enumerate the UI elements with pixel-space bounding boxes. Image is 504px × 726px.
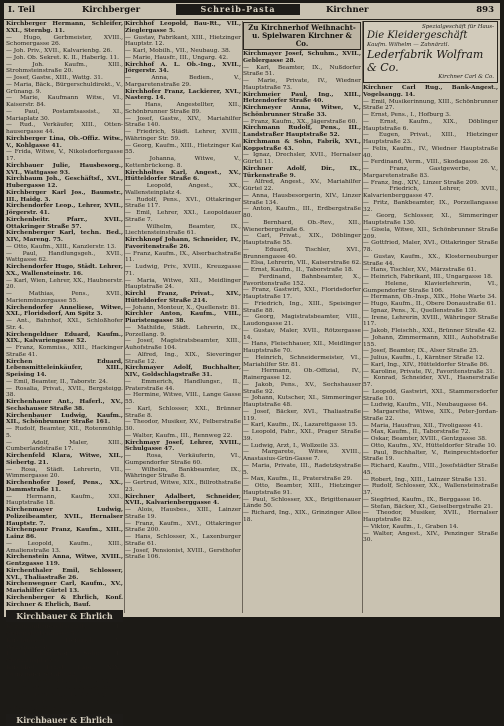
directory-entry: — Frida, Witwe, V., Nikolsdorfergasse 17.	[6, 149, 123, 162]
directory-entry: — Wilhelm, Beamter, IX., Liechtensteinstraße 61.	[125, 223, 241, 237]
directory-entry: Kirchenberger & Ehrlich, Konf. Kirchner & Ehrlich, Bauf.	[6, 593, 123, 608]
directory-entry: — Leopold, Fabr., XXI., Prager Straße 39.	[243, 429, 361, 442]
directory-entry: Kirchl Franz, Privat., XIV., Hütteldorfer Straße 214.	[125, 290, 241, 304]
directory-entry: — Paul, Schlosser, XX., Brigittenauer Lände 50.	[243, 496, 361, 510]
directory-entry: — Walter, Angest., XIV., Penzinger Straße 30.	[363, 530, 498, 544]
header-keyword-left: Kirchberger	[82, 5, 141, 15]
directory-entry: — Karl, Schlosser, XXI., Brünner Straße 8.	[125, 405, 241, 419]
directory-entry: Kirchmann Rudolf, Pens., III., Landstraßer Hauptstraße 52.	[243, 124, 361, 138]
directory-entry: — Oskar, Beamter, XVIII., Gentzgasse 38.	[363, 436, 487, 442]
directory-entry: — Ernst, Kaufm., XIX., Döblinger Hauptstraße 6.	[363, 118, 498, 132]
page-header	[4, 3, 500, 20]
directory-entry: — Alfred, Ing., XIX., Sieveringer Straße 12.	[125, 351, 241, 365]
directory-entry: — Josef, Gastw., XIII., Wattg. 31.	[6, 75, 103, 81]
entry-list	[125, 21, 241, 561]
directory-entry: Kirchholtes Karl, Angest., XV., Hütteldorfer Straße 6.	[125, 168, 241, 183]
advertisement-banner: Kirchbauer & Ehrlich	[6, 610, 123, 622]
entry-list	[6, 21, 123, 608]
directory-entry: — Heinrich, Fabrikant, III., Ungargasse 18.	[363, 274, 493, 280]
directory-entry: — Friedrich, Städt. Lehrer, XVIII., Währinger Str. 59.	[125, 129, 241, 142]
directory-entry: — Hans, Angestellter, XII., Schönbrunner Straße 89.	[125, 102, 241, 115]
entry-list	[243, 51, 361, 524]
directory-entry: Kirchenmayer Ludwig, Polizeibeamter, XVII., Hernalser Hauptstr. 7.	[6, 506, 123, 527]
directory-entry: Kirchenfeld Klara, Witwe, XII., Siebertg. 21.	[6, 452, 123, 466]
directory-entry: — Irene, Lehrerin, XVIII., Währinger Straße 117.	[363, 314, 498, 328]
directory-entry: — Otto, Kaufm., XV., Hütteldorfer Straße 10.	[363, 442, 497, 449]
directory-entry: — Emil, Lehrer, XXI., Leopoldauer Straße 7.	[125, 210, 241, 223]
directory-entry: — Johann, Magazineur, IX., Porzellangasse 24.	[6, 698, 123, 712]
directory-entry: — Rud., Verkäufer, XIII., Otten-hausergasse 44.	[6, 122, 123, 135]
directory-entry: — Maria, Bäck., Bürgerschuldirekt., V., Grünang. 9.	[6, 81, 123, 95]
directory-entry: — Ferdinand, Bahnbeamter, X., Favoritenstraße 152.	[243, 273, 361, 287]
directory-entry: — Karl, Beamter, IX., Nußdorfer Straße 51.	[243, 64, 361, 78]
directory-entry: — Ludwig, Arzt, I., Wollzeile 33.	[243, 442, 339, 449]
directory-entry: — Maria, Private, III., Radetzkystraße 5.	[243, 462, 361, 476]
directory-entry: — Gottfried, Maler, XVI., Ottakringer Straße 78.	[363, 240, 498, 253]
directory-entry: — Paul, Buchhalter, V., Reinprechtsdorfer Straße 19.	[363, 449, 498, 463]
directory-entry: — Marie, Kaufmann Witw., VI., Kaiserstr. 84.	[6, 95, 123, 108]
directory-column-2	[125, 21, 241, 613]
ad-line: Lederfabrik Wolfram & Co.	[367, 48, 484, 74]
directory-entry: Kirchgasser Heinrich, V., Wehrgasse 8.	[6, 636, 123, 651]
directory-entry: — Joh. Kaufm., XIII., Strohmsteinstraße 20.	[6, 61, 123, 75]
directory-entry: Kirchendorfer Anneliese, Witwe, XXI., Floridsdorf, Am Spitz 3.	[6, 303, 123, 318]
directory-entry: — Joh. Priv., XVII., Kalvarienbg. 26.	[6, 48, 113, 54]
directory-entry: — Max, Kaufm., II., Praterstraße 29.	[243, 476, 353, 483]
directory-entry: — Franz, Kaufm., IX., Alserbachstraße 11.	[125, 250, 241, 264]
directory-entry: — Anna, Bedien., V., Margaretenstraße 29.	[125, 75, 241, 88]
directory-entry: — Gustav, Maler, XVII., Rötzergasse 14.	[243, 327, 361, 341]
directory-entry: Kirchenberger Karl, techn. Bed., XIV., Mareng. 75.	[6, 229, 123, 243]
directory-entry: — Johann, Zimmermann, XIII., Auhofstraße 155.	[363, 334, 498, 348]
directory-entry: — Fritz, Bankbeamter, IX., Porzellangasse 32.	[363, 199, 498, 213]
directory-entry: — Alois, Hausbes., XIII., Lainzer Straße 19.	[125, 507, 241, 520]
directory-entry: — Bernhard, Ob.-Rev., XII., Wienerbergstraße 6.	[243, 219, 361, 233]
directory-entry: — Viktor, Kaufm., I., Graben 14.	[363, 523, 459, 530]
directory-entry: — Rosa, Städt. Lehrerin, VII., Wimmergasse 20.	[6, 466, 123, 480]
directory-entry: — Mathilde, Städt. Lehrerin, IX., Porzellang. 9.	[125, 324, 241, 338]
directory-entry: — Josef, Magistratsbeamter, XIII., Auhofstraße 104.	[125, 338, 241, 351]
directory-entry: — Ant., Bahnhof, XXI., Schloßhofer Str. 4.	[6, 318, 123, 331]
directory-entry: — Ferdinand, Verm., VIII., Skodagasse 26.	[363, 159, 490, 166]
directory-entry: Kirchhof A. L. Ob.-Ing., XVII., Jörgerstr. 34.	[125, 60, 241, 75]
directory-entry: — Walter, Kaufm., III., Rennweg 22.	[125, 432, 233, 439]
directory-entry: — Helene, Klavierlehrerin, VI., Gumpendorfer Straße 106.	[363, 280, 498, 294]
directory-entry: Kirchenbauer Ludwig, Kaufm., XII., Schönbrunner Straße 161.	[6, 411, 123, 426]
directory-entry: — Gustav, Kaufm., XX., Klosterneuburger Straße 44.	[363, 253, 498, 267]
directory-entry: — Karl, Kaufm., IX., Lazarettgasse 15.	[243, 422, 358, 429]
directory-entry: — Emil, Musikerinnung, XIII., Schönbrunner Straße 27.	[363, 98, 498, 112]
directory-entry: — Leopold, Kaufm., XIII., Amalienstraße 13.	[6, 540, 123, 554]
directory-entry: — Joh. Ob. Sekret. K. II., Haberlg. 11.	[6, 54, 119, 61]
directory-entry: — Josef, Bäcker, XVI., Thaliastraße 119.	[243, 408, 361, 422]
directory-entry: — Carl, Privat., XIX., Döblinger Hauptstraße 55.	[243, 233, 361, 246]
directory-entry: — Josef, Gastw., XIV., Mariahilfer Straße 140.	[125, 115, 241, 129]
directory-entry: — Ignaz, Drechsler, XVII., Hernalser Gürtel 11.	[243, 152, 361, 165]
directory-entry: — Ludwig, Kaufm., VII., Neubaugasse 64.	[363, 402, 488, 409]
directory-entry: — Eduard, Tischler, XVI., Brunnengasse 40.	[243, 246, 361, 260]
directory-entry: Kirchenstein Anna, Witwe, XVIII., Gentzgasse 119.	[6, 553, 123, 567]
directory-entry: — Richard, Kaufm., VIII., Josefstädter Straße 45.	[363, 463, 498, 476]
directory-entry: — Wilhelm, Bankbeamter, IX., Währinger Straße 8.	[125, 466, 241, 480]
directory-entry: Kirchner Carl Rug., Bank-Angest., Vogelsangg. 14.	[363, 84, 498, 98]
directory-entry: — Gisela, Witwe, XII., Schönbrunner Straße 209.	[363, 226, 498, 240]
directory-entry: — Franz, Gastgewerbe, V., Margaretenstraße 83.	[363, 166, 498, 179]
directory-entry: Kirchmayr Josef, Lehrer, XVIII., Schulgasse 47.	[125, 438, 241, 453]
ad-line: Spezialgeschäft für Haus-	[422, 24, 494, 30]
directory-entry: — Johann, Monteur, X., Quellenstr. 81.	[125, 304, 240, 311]
directory-entry: Kirchendorfer Hugo, Städt. Lehrer, XX., Wallensteinstr. 16.	[6, 263, 123, 277]
directory-entry: Kirchbaum Joh., Geschäftsf., XVI., Hubergasse 12.	[6, 175, 123, 189]
directory-entry: — Karl, Mobilh., VII., Neubaug. 38.	[125, 48, 231, 54]
ad-line: Kaufm. Wilhelm — Zahnärztl.	[367, 42, 450, 48]
directory-entry: — Theodor, Musiker, XV., Felberstraße 30.	[125, 419, 241, 432]
directory-entry: — Franz, Kommiss., XIII., Hackinger Straße 41.	[6, 345, 123, 358]
directory-entry: — Robert, Ing., XIII., Lainzer Straße 131.	[363, 476, 487, 483]
directory-entry: — Julius, Kaufm., I., Kärntner Straße 12.	[363, 355, 485, 361]
advertisement-box	[363, 21, 498, 83]
directory-entry: — Max, Kaufm., II., Taborstraße 72.	[363, 429, 471, 436]
directory-entry: — Otto, Beamter, XIII., Hietzinger Hauptstraße 91.	[243, 483, 361, 496]
directory-entry: — Heinrich, Schneidermeister, VI., Mariahilfer Str. 81.	[243, 354, 361, 368]
directory-entry: — Leopold, Gastwirt, XXI., Stammersdorfer Straße 10.	[363, 388, 498, 402]
ad-line: Kirchner Carl & Co.	[438, 74, 494, 80]
directory-entry: Kirchendorfer Leop., Lehrer, XVII., Jörgerstr. 41.	[6, 202, 123, 216]
directory-entry: — Paul, Postamtsassist., XI., Mariaplatz 30.	[6, 108, 123, 122]
directory-entry: — Rosa, Verkäuferin, VI., Gumpendorfer Straße 60.	[125, 453, 241, 466]
directory-entry: — Karoline, Private, IV., Favoritenstraße 31.	[363, 368, 495, 375]
directory-entry: — Jakob, Fleischh., XXI., Brünner Straße 42.	[363, 328, 497, 334]
directory-entry: — Elsa, Lehrerin, VII., Kaiserstraße 62.	[243, 260, 361, 267]
directory-entry: — Emmerich, Handlungsr., II., Praterstraße 44.	[125, 378, 241, 392]
ad-line: Die Kleidergeschäft	[367, 30, 468, 41]
directory-entry: — Rudolf, Pens., XVI., Ottakringer Straße 117.	[125, 196, 241, 210]
directory-entry: — Josef, Maler, II., Schiffamtsgasse 19.	[6, 685, 123, 691]
directory-entry: — Ludwig, Priv., XVIII., Kreuzgasse 71.	[125, 264, 241, 277]
directory-entry: — Franz, Ing., XIV., Linzer Straße 209.	[363, 179, 479, 186]
directory-entry: — Konrad, Schneider, XVI., Hasnerstraße 57.	[363, 375, 498, 388]
directory-entry: Kirchenwegner Carl, Kaufm., XV., Mariahilfer Gürtel 13.	[6, 580, 123, 594]
entry-list	[363, 85, 498, 544]
directory-entry: — Eugen, Privat., XIII., Hietzinger Hauptstraße 23.	[363, 132, 498, 145]
directory-entry: Kirchhofer Franz, Lackierer, XVI., Nasterg. 14.	[125, 87, 241, 102]
directory-entry: — Hans, Tischler, XV., Märzstraße 61.	[363, 267, 477, 274]
page-number: 893	[476, 5, 494, 15]
directory-entry: E. F. Kirchhof's Söhne, I., Stephansplatz 6.	[6, 650, 123, 664]
directory-entry: — Siegfried, Kaufm., IX., Berggasse 16.	[363, 496, 482, 503]
directory-entry: — Marie, Private, IV., Wiedner Hauptstraße 73.	[243, 78, 361, 91]
directory-entry: — Karl, Ing., XIV., Hütteldorfer Straße 86.	[363, 361, 489, 368]
directory-entry: — Hermann, Kaufm., XXI., Hauptstraße 18.	[6, 493, 123, 507]
directory-entry: Kirchenbeitr. Pfarr., XVII., Ottakringer Straße 57.	[6, 215, 123, 230]
directory-entry: — Georg, Magistratsbeamter, VIII., Laudongasse 21.	[243, 314, 361, 327]
directory-entry: — Ernst, Pens., I., Hofburg 3.	[363, 112, 451, 118]
directory-entry: — Jakob, Pens., XV., Sechshauser Straße 92.	[243, 381, 361, 395]
directory-entry: — Johanna, Witwe, V., Kettenbrückeng. 8.	[125, 156, 241, 169]
directory-entry: — Maria, Witwe, XII., Meidlinger Hauptstraße 24.	[125, 277, 241, 291]
directory-entry: Kirchler Anton, Kaufm., VIII., Piaristengasse 38.	[125, 310, 241, 324]
directory-entry: Kirchberger Hermann, Schleifer, XXI., Sternbg. 11.	[6, 20, 123, 34]
directory-entry: — Hermann, Ob.-Offizial, IV., Rainergasse 12.	[243, 368, 361, 381]
directory-entry: — Gustav, Fabrikant, XIII., Hietzinger Hauptstr. 12.	[125, 34, 241, 48]
directory-column-3	[243, 21, 361, 613]
directory-entry: Kirchknopf Johann, Schneider, IV., Favoritenstraße 26.	[125, 236, 241, 250]
directory-entry: — Josef, Beamter, IX., Alser Straße 25.	[363, 348, 479, 355]
directory-entry: — Marie, Hausfr., III., Ungarg. 42.	[125, 54, 229, 61]
directory-entry: — Mathias, Pens., XVII., Marienmünzergasse 55.	[6, 291, 123, 304]
directory-entry: Kirchhof Ernst, Fabr., XIX., Grinzinger Straße 22.	[6, 663, 123, 678]
directory-entry: — Alfred, Angest., XV., Mariahilfer Gürtel 22.	[243, 179, 361, 192]
directory-entry: — Theodor, Musiker, XVII., Hernalser Hauptstraße 82.	[363, 510, 498, 523]
directory-entry: Kommanditgesellschaft, I., Seitenstettengasse 5.	[6, 623, 123, 637]
directory-column-4	[363, 21, 498, 613]
directory-entry: — Margarethe, Witwe, XIX., Peter-Jordan-Straße 22.	[363, 409, 498, 422]
directory-entry: Kirchner Adolf, Dir., IX., Türkenstraße 9.	[243, 164, 361, 179]
header-keyword-right: Kirchner	[326, 5, 369, 15]
directory-entry: — Franz, Gastwirt, XXI., Floridsdorfer Hauptstraße 17.	[243, 287, 361, 300]
directory-entry: — Otto, Kaufm., XIII., Kanzlerstr. 13.	[6, 243, 117, 250]
directory-column-1	[6, 20, 123, 725]
directory-entry: — Gertrud, Witwe, XIX., Billrothstraße 23.	[125, 480, 241, 493]
directory-entry: — Johann, Kutscher, XI., Simmeringer Hauptstraße 48.	[243, 395, 361, 408]
directory-entry: Kirchner Adalbert, Schneider, XVII., Kalvarienberggasse 4.	[125, 492, 241, 507]
directory-entry: — Maria, Hausfrau, XII., Tivoligasse 41.	[363, 422, 483, 429]
directory-entry: — Adolf, Maler, XIII., Cumberlandstraße 17.	[6, 439, 123, 453]
directory-entry: Kirchenhauer Ant., Haferl., XV., Sechshauser Straße 38.	[6, 398, 123, 412]
header-advertisement-banner: Schreib-Pasta	[176, 4, 300, 15]
directory-entry: — Franz, Kaufm., XX., Jägerstraße 60.	[243, 118, 358, 125]
directory-entry: — Hugo, Gerbmeister, XVIII., Schomergasse 26.	[6, 34, 123, 48]
directory-entry: Kirchenhofer Josef, Pens., XX., Dammstraße 11.	[6, 479, 123, 493]
directory-entry: Kirchenthaler Emil, Schlosser, XVI., Thaliastraße 26.	[6, 566, 123, 581]
directory-entry: — Anton, Kaufm., III., Erdbergstraße 80.	[243, 206, 361, 219]
section-label: I. Teil	[8, 5, 36, 15]
advertisement-box: Zu Kirchnerhof Weihnacht- u. Spielwaren Kirchner & Co.	[243, 22, 361, 50]
directory-entry: — Hans, Fleischhauer, XII., Meidlinger Hauptstraße 70.	[243, 341, 361, 354]
directory-entry: Kirchmayer Josef, Schuhm., XVII., Geblergasse 28.	[243, 50, 361, 64]
directory-entry: — Josef, Ingenieur, XIII., Stadlerg. 7.	[6, 691, 116, 698]
directory-entry: Kirchmeier Paul, Ing., XIII., Hetzendorfer Straße 40.	[243, 90, 361, 105]
directory-entry: — Friedrich, Ing., XIII., Speisinger Straße 88.	[243, 300, 361, 314]
directory-entry: Kirchmeyer Anna, Witwe, V., Schönbrunner Straße 33.	[243, 104, 361, 118]
directory-entry: Kirchberger Lina, Ob.-Offiz. Witw., V., Kohlgasse 41.	[6, 134, 123, 149]
directory-entry: — Franz, Kaufm., XVI., Ottakringer Straße 200.	[125, 520, 241, 534]
directory-entry: Kirchmayer Adolf, Buchhalter, XIV., Goldschlagstraße 31.	[125, 364, 241, 378]
directory-entry: — Hugo, Kaufm., II., Obere Donaustraße 61.	[363, 301, 497, 307]
directory-entry: — Rosalia, Privat., XVII., Bergsteigg. 38.	[6, 385, 123, 399]
directory-entry: — Karl, Wien, Lehrer, XX., Haubnerstr. 20.	[6, 277, 123, 291]
directory-entry: Kirchmann & Sohn, Fabrik, XVI., Koppstraße 43.	[243, 137, 361, 152]
directory-entry: Kirchengeldner Eduard, Kaufm., XIX., Kalvariengasse 52.	[6, 330, 123, 345]
directory-entry: — Ernst, Kaufm., II., Taborstraße 18.	[243, 267, 354, 273]
directory-entry: — Richard, Ing., XIX., Grinzinger Allee 18.	[243, 510, 361, 523]
directory-entry: Kirchbauer Julie, Hausbesorg., XVI., Wattgasse 93.	[6, 161, 123, 176]
directory-entry: Kirchenpaur Franz, Kaufm., XIII., Lainz 86.	[6, 526, 123, 540]
directory-page	[4, 3, 500, 725]
directory-entry: — Hermann, Ob.-Insp., XIX., Hohe Warte 34.	[363, 294, 497, 301]
directory-entry: — Franz, Kaufmann, XIII., Tannerg. 3.	[6, 678, 120, 685]
directory-entry: — Georg, Schlosser, XI., Simmeringer Hauptstraße 130.	[363, 213, 498, 226]
entry-list	[6, 624, 123, 712]
advertisement-banner: Kirchbauer & Ehrlich	[6, 714, 123, 726]
directory-entry: Kirchhof Leopold, Bau-Rt., VII., Zieglergasse 5.	[125, 20, 241, 34]
directory-entry: — Paul, Handlungsgeh., XVII., Wattgasse 62.	[6, 250, 123, 264]
directory-entry: — Hermine, Witwe, VIII., Lange Gasse 55.	[125, 392, 241, 405]
directory-entry: — Emil, Beamter, II., Taborstr. 24.	[6, 378, 108, 385]
directory-entry: — Rudolf, Schlosser, XX., Wallensteinstraße 37.	[363, 483, 498, 496]
directory-entry: — Anna, Hausbesorgerin, XIV., Linzer Straße 134.	[243, 192, 361, 206]
directory-entry: Kirchen Eduard, Lebensmitteleinkäufer, XIII., Speising 14.	[6, 357, 123, 378]
directory-entry: — Leopold, Angest., XX., Wallensteinplatz 4.	[125, 183, 241, 196]
directory-entry: — Josef, Pensionist, XVIII., Gersthofer Straße 106.	[125, 547, 241, 561]
directory-entry: — Rudolf, Beamter, XII., Rotenmühlg. 5.	[6, 426, 123, 439]
directory-entry: — Hans, Schlosser, X., Laxenburger Straße 61.	[125, 534, 241, 547]
directory-entry: — Ignaz, Pens., X., Quellenstraße 139.	[363, 307, 478, 314]
directory-entry: — Margarete, Witwe, XVIII., Anastasius-Grün-Gasse 7.	[243, 449, 361, 462]
directory-entry: — Friedrich, Lehrer, XVII., Kalvarienberggasse 47.	[363, 186, 498, 199]
directory-entry: — Felix, Kaufm., IV., Wiedner Hauptstraße 40.	[363, 145, 498, 159]
directory-entry: Kirchberger Karl Jos., Baumstr., III., Haidg. 3.	[6, 188, 123, 203]
directory-entry: — Georg, Kaufm., XIII., Hietzinger Kai 55.	[125, 142, 241, 156]
directory-entry: — Stefan, Bäcker, XI., Geiselbergstraße 21.	[363, 503, 493, 510]
